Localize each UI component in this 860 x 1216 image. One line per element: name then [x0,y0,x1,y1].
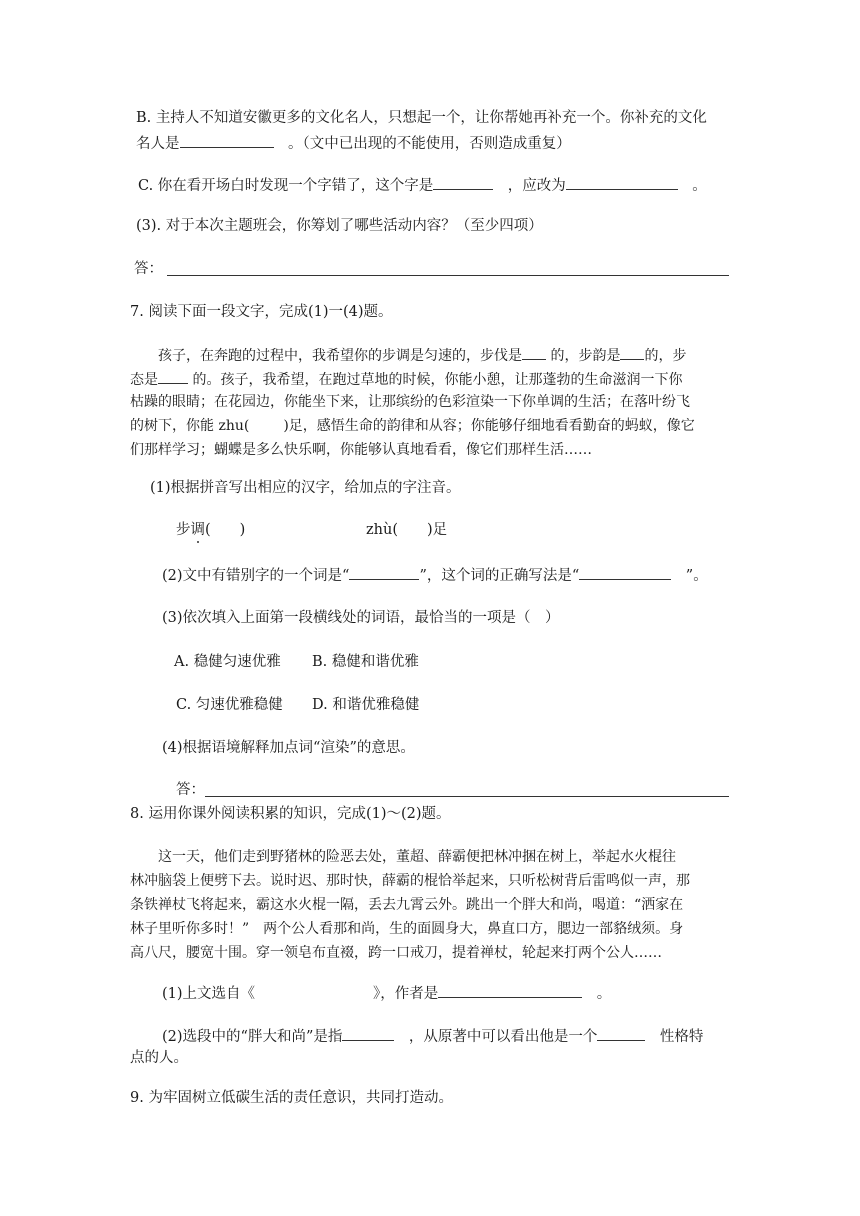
q6-option-c-blank2[interactable] [566,174,678,190]
q7-sub2-text2: ”，这个词的正确写法是“ [419,568,580,584]
q7-answer-line[interactable] [205,796,729,797]
q6-answer-label: 答： [134,261,163,277]
q6-answer-line[interactable] [167,275,729,276]
q6-option-c-text: C. 你在看开场白时发现一个字错了，这个字是 [138,178,434,194]
q7-sub2-blank2[interactable] [579,564,671,580]
q7-passage-blank2[interactable] [620,344,644,360]
q7-sub4: (4)根据语境解释加点词“渲染”的意思。 [162,740,415,756]
q7-passage-line4 [130,416,695,436]
q7-sub2-blank1[interactable] [349,564,419,580]
q8-sub2-text2: ，从原著中可以看出他是一个 [408,1029,598,1045]
q8-sub1 [162,982,611,1004]
q7-sub2 [162,564,708,586]
q6-option-c-end: 。 [692,178,707,194]
q7-sub1-item-a [176,520,245,540]
q7-sub2-text: (2)文中有错别字的一个词是“ [162,568,350,584]
q8-sub2-line1 [162,1025,703,1047]
q6-option-b-line1: B. 主持人不知道安徽更多的文化名人，只想起一个，让你帮她再补充一个。你补充的文化 [136,110,707,126]
q7-option-d[interactable]: D. 和谐优雅稳健 [312,697,420,713]
q7-passage-seg: 的。孩子，我希望，在跑过草地的时候，你能小憩，让那蓬勃的生命滋润一下你 [192,372,683,388]
q7-passage-line1 [158,344,686,366]
q8-sub2-blank1[interactable] [342,1025,394,1041]
q8-sub2-text3: 性格特 [659,1029,704,1045]
q8-passage-line1: 这一天，他们走到野猪林的险恶去处，董超、薛霸便把林冲捆在树上，举起水火棍往 [158,849,676,865]
q7-answer-label: 答： [176,782,205,798]
q6-option-c [138,174,707,196]
q8-sub2-text: (2)选段中的“胖大和尚”是指 [162,1029,343,1045]
q8-sub1-end: 。 [596,986,612,1002]
q7-option-c[interactable]: C. 匀速优雅稳健 [176,697,283,713]
q7-sub1-a-dotted-char: 调 [190,522,205,538]
q6-option-c-blank1[interactable] [433,174,493,190]
q7-sub2-end: ”。 [685,568,708,584]
q7-title: 7. 阅读下面一段文字，完成(1)一(4)题。 [130,304,393,320]
q7-passage-line3: 枯躁的眼睛；在花园边，你能坐下来，让那缤纷的色彩渲染一下你单调的生活；在落叶纷飞 [130,394,690,410]
q7-sub1-a-paren[interactable]: ( ) [205,522,246,538]
q7-passage-seg: 态是 [130,372,158,388]
q7-passage-seg: 的，步韵是 [550,348,621,364]
q8-sub1-text2: 》，作者是 [373,986,439,1002]
q7-passage-line2 [130,368,682,390]
q8-sub1-text: (1)上文选自《 [162,986,256,1002]
q8-sub2-blank2[interactable] [597,1025,645,1041]
q7-sub1-item-b[interactable]: zhù( )足 [366,522,448,538]
q7-sub3: (3)依次填入上面第一段横线处的词语，最恰当的一项是（ ） [162,610,560,626]
q7-passage-seg: 的树下，你能 zhu( [130,418,250,434]
q7-passage-blank3[interactable] [158,368,188,384]
q8-passage-line2: 林冲脑袋上便劈下去。说时迟、那时快，薛霸的棍恰举起来，只听松树背后雷鸣似一声，那 [130,873,690,889]
q8-passage-line5: 高八尺，腰宽十围。穿一领皂布直裰，跨一口戒刀，提着禅杖，轮起来打两个公人…… [130,945,662,961]
q7-passage-seg: )足，感悟生命的韵律和从容；你能够仔细地看看勤奋的蚂蚁，像它 [283,418,695,434]
q7-passage-blank1[interactable] [522,344,546,360]
q8-passage-line3: 条铁禅杖飞将起来，霸这水火棍一隔，丢去九霄云外。跳出一个胖大和尚，喝道：“洒家在 [130,897,684,913]
q7-sub1: (1)根据拼音写出相应的汉字，给加点的字注音。 [150,480,461,496]
q7-passage-seg: 的，步 [644,348,687,364]
q6-option-b-suffix: 。（文中已出现的不能使用，否则造成重复） [288,136,571,152]
q8-sub1-author-blank[interactable] [438,982,582,998]
q6-option-c-text2: ，应改为 [507,178,566,194]
q6-subquestion-3: (3). 对于本次主题班会，你筹划了哪些活动内容？（至少四项） [136,218,543,234]
q9-title: 9. 为牢固树立低碳生活的责任意识，共同打造动。 [130,1090,453,1106]
q7-option-b[interactable]: B. 稳健和谐优雅 [312,654,419,670]
q7-sub1-a-char: 步 [176,522,191,538]
q8-title: 8. 运用你课外阅读积累的知识，完成(1)～(2)题。 [130,806,451,822]
q8-passage-line4: 林子里听你多时！” 两个公人看那和尚，生的面圆身大，鼻直口方，腮边一部貉绒须。身 [130,921,684,937]
q6-option-b-blank[interactable] [180,132,274,148]
q7-passage-line5: 们那样学习；蝴蝶是多么快乐啊，你能够认真地看看，像它们那样生活…… [130,442,592,458]
q7-option-a[interactable]: A. 稳健匀速优雅 [174,654,281,670]
q6-option-b-line2 [136,132,571,154]
q7-passage-seg: 孩子，在奔跑的过程中，我希望你的步调是匀速的，步伐是 [158,348,522,364]
q8-sub2-line2: 点的人。 [130,1050,188,1066]
q6-option-b-prefix: 名人是 [136,136,180,152]
